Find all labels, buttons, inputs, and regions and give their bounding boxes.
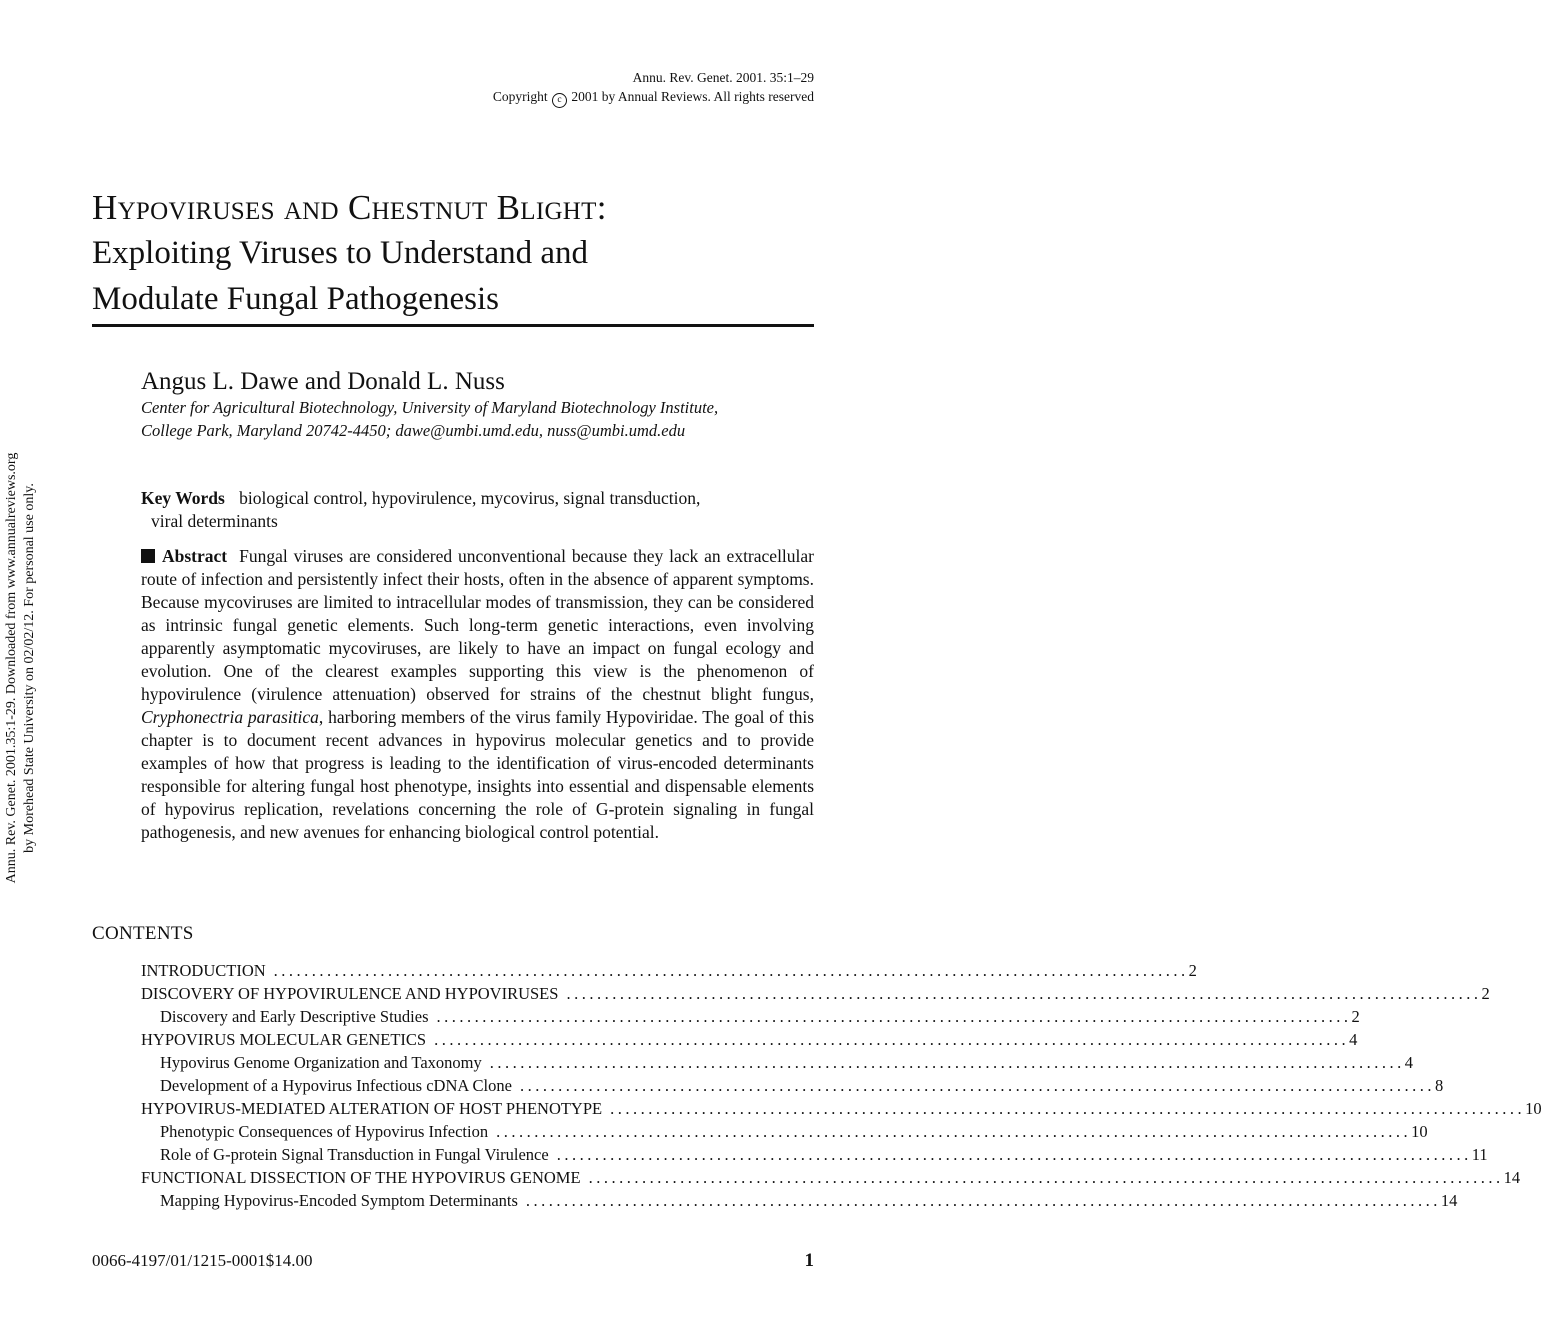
toc-leader: ........................................................................................................................	[496, 1122, 1412, 1141]
download-watermark	[3, 408, 39, 928]
article-code: 0066-4197/01/1215-0001$14.00	[92, 1251, 313, 1270]
toc-entry[interactable]	[141, 1074, 1444, 1097]
toc-label: Hypovirus Genome Organization and Taxonomy	[160, 1053, 482, 1072]
copyright-icon: c	[552, 93, 567, 108]
keywords-line-2: viral determinants	[151, 511, 278, 531]
keywords-line-1: biological control, hypovirulence, mycovirus, signal transduction,	[239, 488, 701, 508]
abstract-heading: Abstract	[162, 546, 228, 566]
affiliation-line-1: Center for Agricultural Biotechnology, University of Maryland Biotechnology Institute,	[141, 398, 719, 417]
toc-entry[interactable]	[141, 1051, 1414, 1074]
toc-entry[interactable]	[141, 1143, 1488, 1166]
keywords-section	[141, 487, 814, 533]
toc-page: 2	[1188, 961, 1197, 980]
toc-entry[interactable]	[141, 1097, 1542, 1120]
toc-entry[interactable]	[141, 1120, 1428, 1143]
toc-leader: ........................................................................................................................	[610, 1099, 1526, 1118]
title-rule	[92, 324, 814, 327]
toc-leader: ........................................................................................................................	[273, 961, 1189, 980]
contents-heading: CONTENTS	[92, 923, 194, 944]
toc-page: 14	[1440, 1191, 1458, 1210]
toc-entry[interactable]	[141, 959, 1197, 982]
toc-label: HYPOVIRUS MOLECULAR GENETICS	[141, 1030, 427, 1049]
toc-entry[interactable]	[141, 1189, 1458, 1212]
toc-label: Development of a Hypovirus Infectious cDNA Clone	[160, 1076, 512, 1095]
copyright-text: 2001 by Annual Reviews. All rights reserved	[571, 89, 814, 104]
species-name: Cryphonectria parasitica	[141, 707, 319, 727]
toc-label: DISCOVERY OF HYPOVIRULENCE AND HYPOVIRUSES	[141, 984, 559, 1003]
toc-label: Role of G-protein Signal Transduction in Fungal Virulence	[160, 1145, 549, 1164]
toc-leader: ........................................................................................................................	[436, 1007, 1352, 1026]
toc-entry[interactable]	[141, 982, 1490, 1005]
keywords-heading: Key Words	[141, 488, 225, 508]
page-number: 1	[804, 1250, 814, 1271]
watermark-line-2: by Morehead State University on 02/02/12. For personal use only.	[22, 483, 37, 853]
abstract-text-part-2: , harboring members of the virus family Hypoviridae. The goal of this chapter is to document recent advances in hypovirus molecular genetics and to provide examples of how that progress is leading to the identification of virus-encoded determinants responsible for altering fungal host phenotype, insights into essential and dispensable elements of hypovirus replication, revelations concerning the role of G-protein signaling in fungal pathogenesis, and new avenues for enhancing biological control potential.	[141, 707, 814, 842]
toc-page: 11	[1471, 1145, 1488, 1164]
toc-entry[interactable]	[141, 1028, 1358, 1051]
toc-leader: ........................................................................................................................	[525, 1191, 1441, 1210]
toc-label: INTRODUCTION	[141, 961, 266, 980]
toc-label: HYPOVIRUS-MEDIATED ALTERATION OF HOST PHENOTYPE	[141, 1099, 603, 1118]
journal-reference	[493, 68, 814, 108]
toc-page: 10	[1411, 1122, 1428, 1141]
author-affiliation	[141, 396, 814, 442]
abstract-section	[141, 545, 814, 844]
toc-page: 14	[1503, 1168, 1521, 1187]
author-list: Angus L. Dawe and Donald L. Nuss	[141, 368, 505, 395]
title-subtitle-line-1: Exploiting Viruses to Understand and	[92, 235, 589, 271]
toc-page: 2	[1351, 1007, 1360, 1026]
article-title	[92, 186, 814, 322]
square-bullet-icon	[141, 549, 155, 563]
toc-leader: ........................................................................................................................	[566, 984, 1482, 1003]
copyright-prefix: Copyright	[492, 89, 548, 104]
toc-label: Phenotypic Consequences of Hypovirus Infection	[160, 1122, 489, 1141]
title-main: Hypoviruses and Chestnut Blight:	[92, 188, 607, 227]
citation-line: Annu. Rev. Genet. 2001. 35:1–29	[632, 70, 814, 85]
toc-page: 2	[1481, 984, 1490, 1003]
toc-leader: ........................................................................................................................	[519, 1076, 1435, 1095]
toc-leader: ........................................................................................................................	[489, 1053, 1405, 1072]
toc-label: Mapping Hypovirus-Encoded Symptom Determinants	[160, 1191, 518, 1210]
toc-leader: ........................................................................................................................	[556, 1145, 1472, 1164]
copyright-line	[493, 87, 814, 108]
affiliation-line-2: College Park, Maryland 20742-4450; dawe@umbi.umd.edu, nuss@umbi.umd.edu	[141, 421, 686, 440]
toc-label: FUNCTIONAL DISSECTION OF THE HYPOVIRUS GENOME	[141, 1168, 581, 1187]
table-of-contents	[141, 959, 1542, 1212]
toc-page: 4	[1349, 1030, 1358, 1049]
toc-page: 8	[1434, 1076, 1444, 1095]
toc-page: 4	[1404, 1053, 1414, 1072]
toc-label: Discovery and Early Descriptive Studies	[160, 1007, 429, 1026]
toc-leader: ........................................................................................................................	[588, 1168, 1504, 1187]
toc-entry[interactable]	[141, 1005, 1360, 1028]
abstract-text-part-1: Fungal viruses are considered unconventional because they lack an extracellular route of infection and persistently infect their hosts, often in the absence of apparent symptoms. Because mycoviruses are limited to intracellular modes of transmission, they can be considered as intrinsic fungal genetic elements. Such long-term genetic interactions, even involving apparently asymptomatic mycoviruses, are likely to have an impact on fungal ecology and evolution. One of the clearest examples supporting this view is the phenomenon of hypovirulence (virulence attenuation) observed for strains of the chestnut blight fungus,	[141, 546, 814, 704]
toc-leader: ........................................................................................................................	[434, 1030, 1350, 1049]
toc-page: 10	[1525, 1099, 1542, 1118]
title-subtitle-line-2: Modulate Fungal Pathogenesis	[92, 281, 499, 317]
watermark-line-1: Annu. Rev. Genet. 2001.35:1-29. Downloaded from www.annualreviews.org	[4, 452, 19, 884]
toc-entry[interactable]	[141, 1166, 1521, 1189]
